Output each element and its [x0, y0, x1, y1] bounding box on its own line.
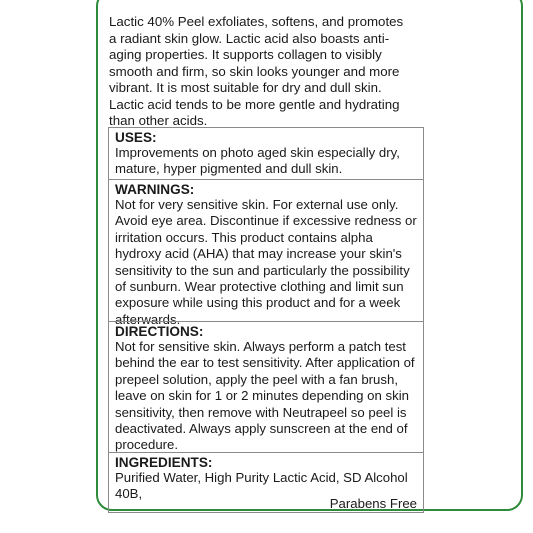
ingredients-text: Purified Water, High Purity Lactic Acid, SD Alcohol 40B,: [115, 470, 408, 502]
warnings-section: [109, 179, 423, 327]
directions-section: [109, 321, 423, 452]
intro-text: exfoliates, softens, and promotes a radiant skin glow. Lactic acid also boasts anti-aging properties. It supports collagen to visibly smooth and firm, so skin looks younger and more vibrant. It is most suitable for dry and dull skin. Lactic acid tends to be more gentle and hydrating than other acids.: [109, 14, 404, 128]
directions-text: Not for sensitive skin. Always perform a patch test behind the ear to test sensitivity. After application of prepeel solution, apply the peel with a fan brush, leave on skin for 1 or 2 minutes depending on skin sensitivity, then remove with Neutrapeel so peel is deactivated. Always apply sunscreen at the end of procedure.: [115, 339, 415, 453]
warnings-heading: WARNINGS:: [115, 182, 195, 197]
warnings-text: Not for very sensitive skin. For external use only. Avoid eye area. Discontinue if excessive redness or irritation occurs. This product contains alpha hydroxy acid (AHA) that may increase your skin's sensitivity to the sun and particularly the possibility of sunburn. Wear protective clothing and limit sun exposure while using this product and for a week afterwards.: [115, 197, 417, 327]
uses-section: [109, 128, 423, 179]
uses-text: Improvements on photo aged skin especially dry, mature, hyper pigmented and dull skin.: [115, 145, 400, 177]
product-name: Lactic 40% Peel: [109, 14, 205, 29]
directions-heading: DIRECTIONS:: [115, 324, 204, 339]
parabens-free-note: Parabens Free: [329, 495, 417, 511]
uses-heading: USES:: [115, 130, 157, 145]
ingredients-heading: INGREDIENTS:: [115, 455, 213, 470]
intro-paragraph: [109, 14, 409, 130]
info-table: [108, 127, 424, 513]
ingredients-section: [109, 452, 423, 514]
